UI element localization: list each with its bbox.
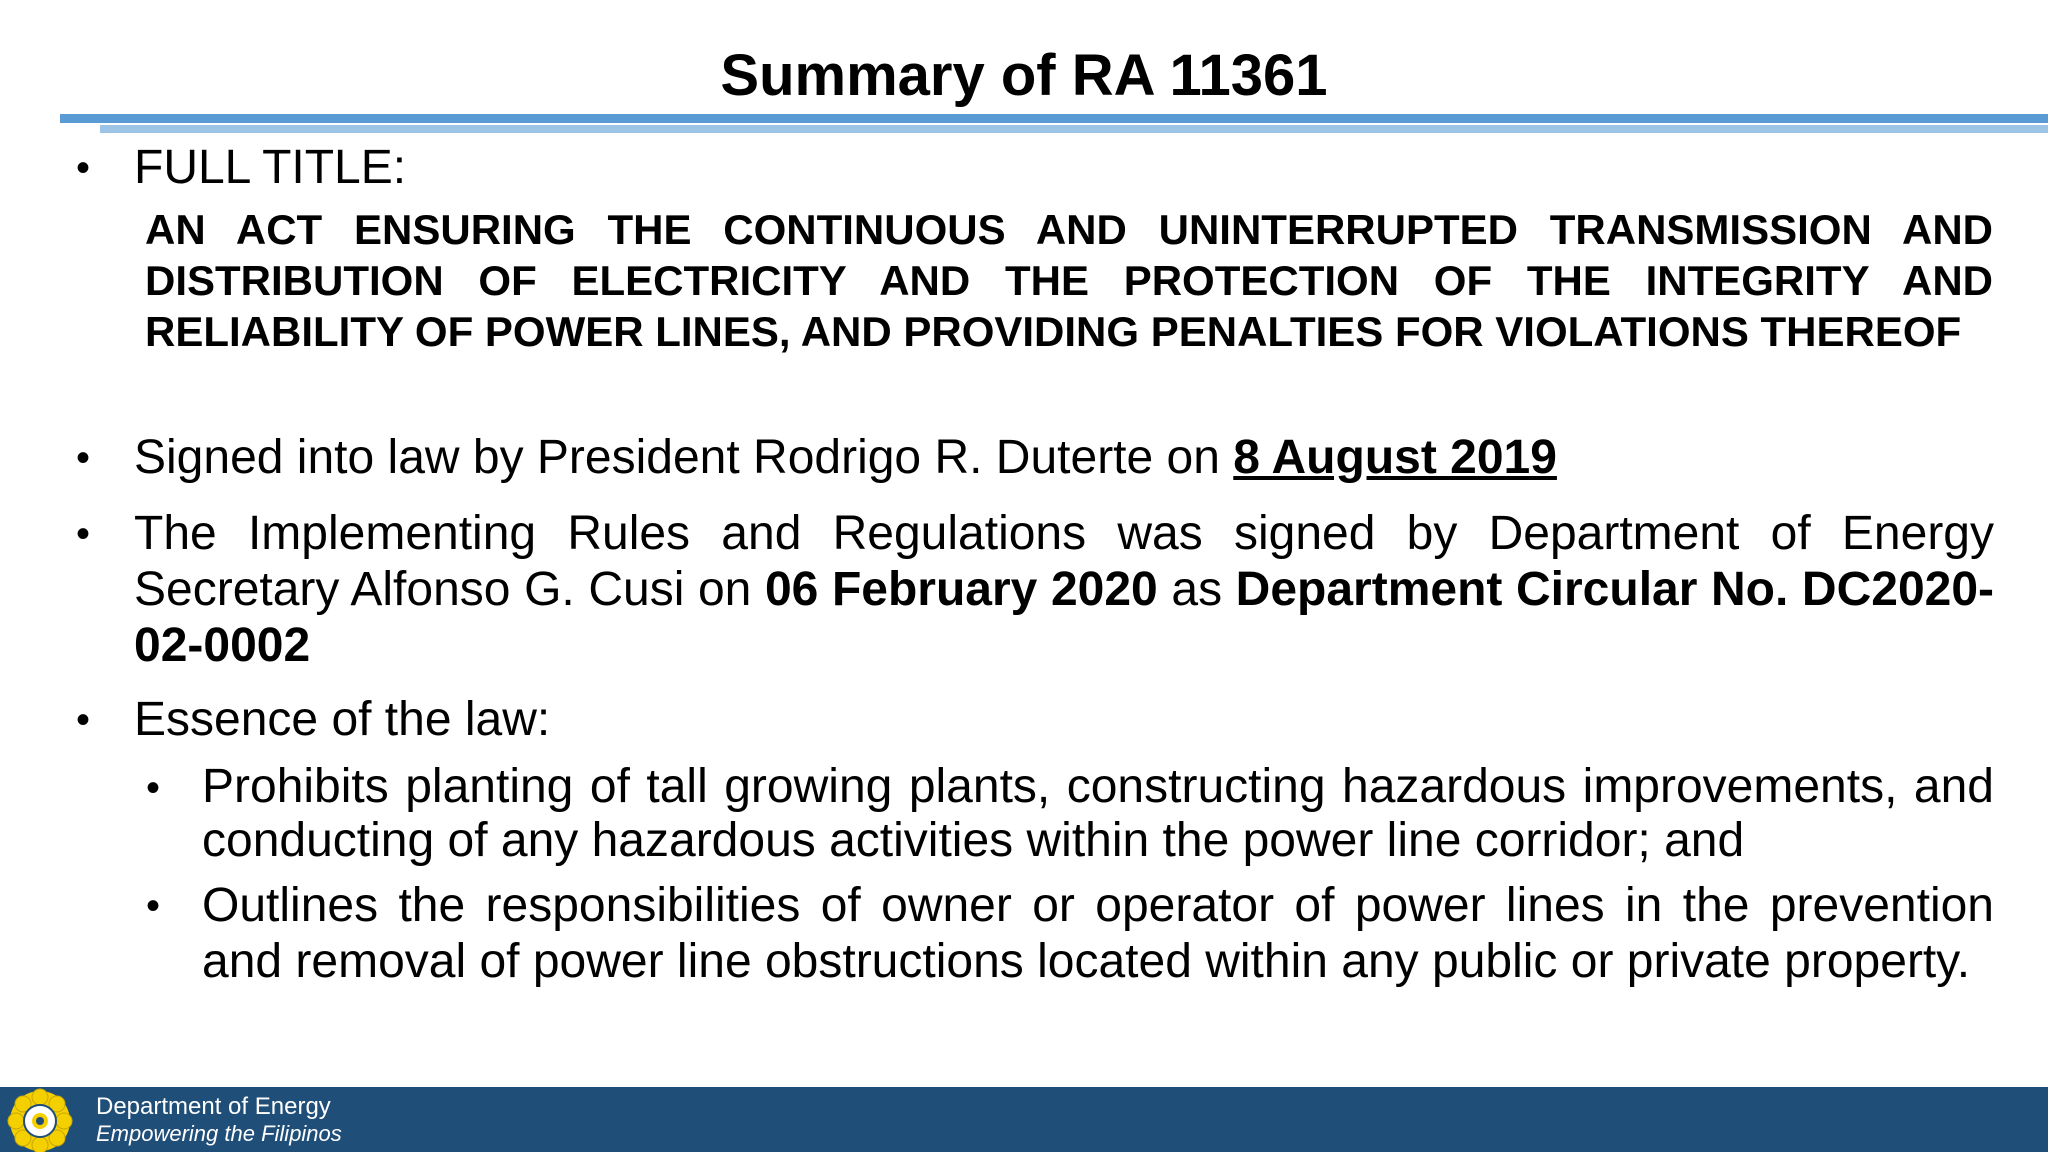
- irr-circular: Department Circular No. DC2020-02-0002: [134, 563, 1995, 672]
- sub-bullet-dot: •: [146, 884, 161, 928]
- footer-org-name: Department of Energy: [96, 1093, 331, 1120]
- title-underline-primary: [60, 114, 2048, 123]
- irr-item: [134, 506, 1994, 674]
- irr-middle: as: [1157, 563, 1236, 616]
- sub-bullet-dot: •: [146, 766, 161, 810]
- doe-seal-icon: [0, 1087, 84, 1152]
- essence-label: Essence of the law:: [134, 693, 551, 746]
- sub-item-prohibits: Prohibits planting of tall growing plants, constructing hazardous improvements, and conducting of any hazardous activities within the power line corridor; and: [202, 760, 1994, 867]
- irr-date: 06 February 2020: [764, 563, 1158, 616]
- full-title-label: FULL TITLE:: [134, 141, 407, 194]
- full-title-text: AN ACT ENSURING THE CONTINUOUS AND UNINTERRUPTED TRANSMISSION AND DISTRIBUTION OF ELECTRICITY AND THE PROTECTION OF THE INTEGRITY AND RELIABILITY OF POWER LINES, AND PROVIDING PENALTIES FOR VIOLATIONS THEREOF: [145, 206, 1993, 355]
- sub-item-outlines: Outlines the responsibilities of owner or operator of power lines in the prevention and removal of power line obstructions located within any public or private property.: [202, 879, 1994, 988]
- signed-into-law-text: Signed into law by President Rodrigo R. Duterte on: [134, 431, 1234, 484]
- bullet-dot: •: [76, 146, 91, 190]
- bullet-dot: •: [76, 698, 91, 742]
- signed-date: 8 August 2019: [1233, 431, 1557, 484]
- bullet-dot: •: [76, 512, 91, 556]
- signed-into-law-item: [134, 430, 1994, 486]
- irr-text: The Implementing Rules and Regulations was signed by Department of Energy Secretary Alfonso G. Cusi on: [134, 507, 1994, 616]
- title-underline-secondary: [100, 125, 2048, 133]
- footer-tagline: Empowering the Filipinos: [96, 1121, 342, 1146]
- footer-bar: [0, 1087, 2048, 1152]
- slide-title: Summary of RA 11361: [720, 43, 1328, 108]
- bullet-dot: •: [76, 436, 91, 480]
